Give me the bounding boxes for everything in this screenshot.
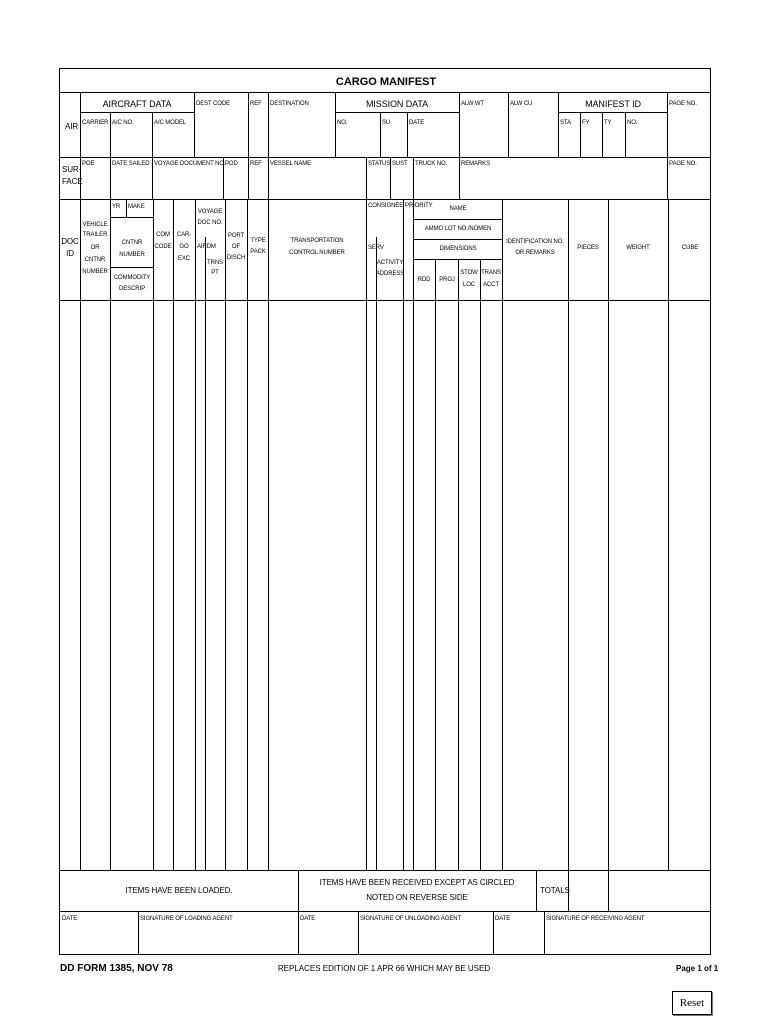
trns-pt-label-2: PT	[211, 270, 219, 276]
ac-no-label: A/C NO.	[112, 120, 134, 126]
form-number: DD FORM 1385, NOV 78	[60, 963, 173, 974]
commodity-label-2: DESCRIP	[119, 286, 145, 292]
dimensions-label: DIMENSIONS	[439, 246, 477, 252]
sta-label: STA	[560, 120, 571, 126]
weight-label: WEIGHT	[626, 245, 650, 251]
aircraft-data-heading: AIRCRAFT DATA	[102, 99, 172, 109]
total-pieces-field[interactable]	[569, 871, 607, 910]
id-label: ID	[66, 249, 74, 258]
voyage-doc-label-2: DOC NO.	[197, 220, 223, 226]
fy-label: FY	[582, 120, 590, 126]
trans-acct-label-2: ACCT	[483, 282, 499, 288]
truck-no-label: TRUCK NO.	[415, 161, 448, 167]
commodity-label-1: COMMODITY	[113, 275, 151, 281]
remarks-label: REMARKS	[461, 161, 490, 167]
manifest-id-divider	[558, 112, 667, 113]
items-loaded-label: ITEMS HAVE BEEN LOADED.	[125, 886, 233, 895]
surface-row-bottom	[60, 199, 711, 200]
ty-label: TY	[604, 120, 612, 126]
ac-model-label: A/C MODEL	[154, 120, 187, 126]
air-page-no-label: PAGE NO.	[669, 101, 697, 107]
vehicle-label-2: TRAILER	[82, 232, 108, 238]
vehicle-label-5: NUMBER	[82, 269, 108, 275]
alw-cu-label: ALW CU	[510, 101, 533, 107]
mission-data-divider	[335, 112, 459, 113]
status-label: STATUS	[368, 161, 391, 167]
mission-data-heading: MISSION DATA	[366, 99, 428, 109]
consignee-label: CONSIGNEE	[368, 203, 404, 209]
name-label: NAME	[449, 206, 467, 212]
trns-pt-label-1: TRNS	[207, 260, 223, 266]
vehicle-label-3: OR	[90, 245, 100, 251]
sust-label: SUST	[392, 161, 408, 167]
port-disch-label-1: PORT	[227, 233, 245, 239]
surface-page-no-label: PAGE NO.	[669, 161, 697, 167]
date-sailed-label: DATE SAILED	[112, 161, 150, 167]
receiving-date-label: DATE	[495, 916, 511, 922]
manifest-no-label: NO.	[627, 120, 638, 126]
receiving-signature-field[interactable]	[545, 925, 710, 954]
cube-label: CUBE	[681, 245, 699, 251]
type-pack-label-1: TYPE	[250, 238, 266, 244]
cargo-exc-label-3: EXC	[177, 256, 191, 262]
surface-ref-label: REF	[250, 161, 262, 167]
ammo-divider	[413, 239, 502, 240]
rdd-label: RDD	[417, 277, 431, 283]
unloading-signature-label: SIGNATURE OF UNLOADING AGENT	[360, 916, 462, 922]
yr-make-divider	[110, 217, 153, 218]
surface-label-2: FACE	[62, 177, 83, 186]
loading-date-label: DATE	[62, 916, 78, 922]
tcn-label-1: TRANSPORTATION	[290, 238, 344, 244]
manifest-entry-area[interactable]	[60, 301, 711, 869]
cargo-manifest-form	[59, 68, 711, 955]
vehicle-label-4: CNTNR	[84, 257, 106, 263]
activity-address-label-1: ACTIVITY	[376, 260, 404, 266]
doc-label: DOC	[61, 237, 79, 246]
voyage-document-no-label: VOYAGE DOCUMENT NO.	[154, 161, 226, 167]
mission-date-label: DATE	[409, 120, 425, 126]
identification-label-2: OR REMARKS	[515, 250, 555, 256]
mission-no-label: NO.	[337, 120, 348, 126]
receiving-signature-label: SIGNATURE OF RECEIVING AGENT	[546, 916, 645, 922]
receiving-date-field[interactable]	[494, 925, 543, 954]
stow-loc-label-2: LOC	[462, 282, 476, 288]
reset-button[interactable]: Reset	[672, 991, 712, 1015]
totals-label: TOTALS	[540, 886, 570, 895]
unloading-date-label: DATE	[300, 916, 316, 922]
cntnr-number-label-2: NUMBER	[119, 252, 145, 258]
identification-label-1: IDENTIFICATION NO.	[506, 239, 564, 245]
type-pack-label-2: PACK	[250, 249, 266, 255]
serv-label: SERV	[368, 245, 384, 251]
airdm-label: AIRDM	[197, 244, 216, 250]
cargo-exc-label-1: CAR-	[176, 232, 192, 238]
page-count: Page 1 of 1	[676, 964, 719, 973]
carrier-label: CARRIER	[82, 120, 109, 126]
alw-wt-label: ALW WT	[461, 101, 484, 107]
stow-loc-label-1: STOW	[460, 270, 478, 276]
total-cube-field[interactable]	[669, 871, 710, 910]
title-divider	[60, 92, 711, 93]
com-code-label-1: COM	[156, 232, 170, 238]
vehicle-label-1: VEHICLE	[82, 222, 108, 228]
total-weight-field[interactable]	[609, 871, 667, 910]
trans-acct-label-1: TRANS	[481, 270, 501, 276]
air-row-bottom	[60, 157, 711, 158]
unloading-signature-field[interactable]	[359, 925, 492, 954]
pieces-label: PIECES	[577, 245, 599, 251]
cargo-exc-label-2: GO	[179, 244, 189, 250]
tcn-label-2: CONTROL NUMBER	[289, 250, 345, 256]
form-title: CARGO MANIFEST	[335, 76, 437, 88]
su-label: SU	[382, 120, 391, 126]
ref-label: REF	[250, 101, 262, 107]
manifest-id-heading: MANIFEST ID	[585, 99, 641, 109]
priority-label: PRIORITY	[405, 203, 433, 209]
yr-label: YR	[112, 204, 121, 210]
activity-address-label-2: ADDRESS	[375, 271, 405, 277]
port-disch-label-2: OF	[231, 244, 241, 250]
loading-signature-field[interactable]	[139, 925, 297, 954]
ammo-lot-label: AMMO LOT NO./NOMEN	[424, 226, 492, 232]
loading-signature-label: SIGNATURE OF LOADING AGENT	[140, 916, 233, 922]
replaces-edition-note: REPLACES EDITION OF 1 APR 66 WHICH MAY BE USED	[277, 964, 491, 973]
com-code-label-2: CODE	[154, 244, 172, 250]
surface-label-1: SUR-	[62, 165, 82, 174]
cntnr-number-label-1: CNTNR	[121, 240, 143, 246]
signature-divider	[60, 911, 711, 912]
name-divider	[413, 219, 502, 220]
pod-label: POD	[225, 161, 238, 167]
air-label: AIR	[65, 122, 79, 131]
make-label: MAKE	[128, 204, 145, 210]
port-disch-label-3: DISCH	[226, 255, 246, 261]
voyage-doc-label-1: VOYAGE	[197, 209, 223, 215]
unloading-date-field[interactable]	[299, 925, 357, 954]
destination-label: DESTINATION	[270, 101, 309, 107]
items-received-label-2: NOTED ON REVERSE SIDE	[366, 893, 468, 902]
aircraft-data-divider	[80, 112, 194, 113]
vessel-name-label: VESSEL NAME	[270, 161, 312, 167]
proj-label: PROJ	[439, 277, 455, 283]
items-received-label-1: ITEMS HAVE BEEN RECEIVED EXCEPT AS CIRCLED	[319, 878, 515, 887]
loading-date-field[interactable]	[61, 925, 137, 954]
cntnr-divider	[110, 267, 153, 268]
poe-label: POE	[82, 161, 95, 167]
dest-code-label: DEST CODE	[196, 101, 230, 107]
